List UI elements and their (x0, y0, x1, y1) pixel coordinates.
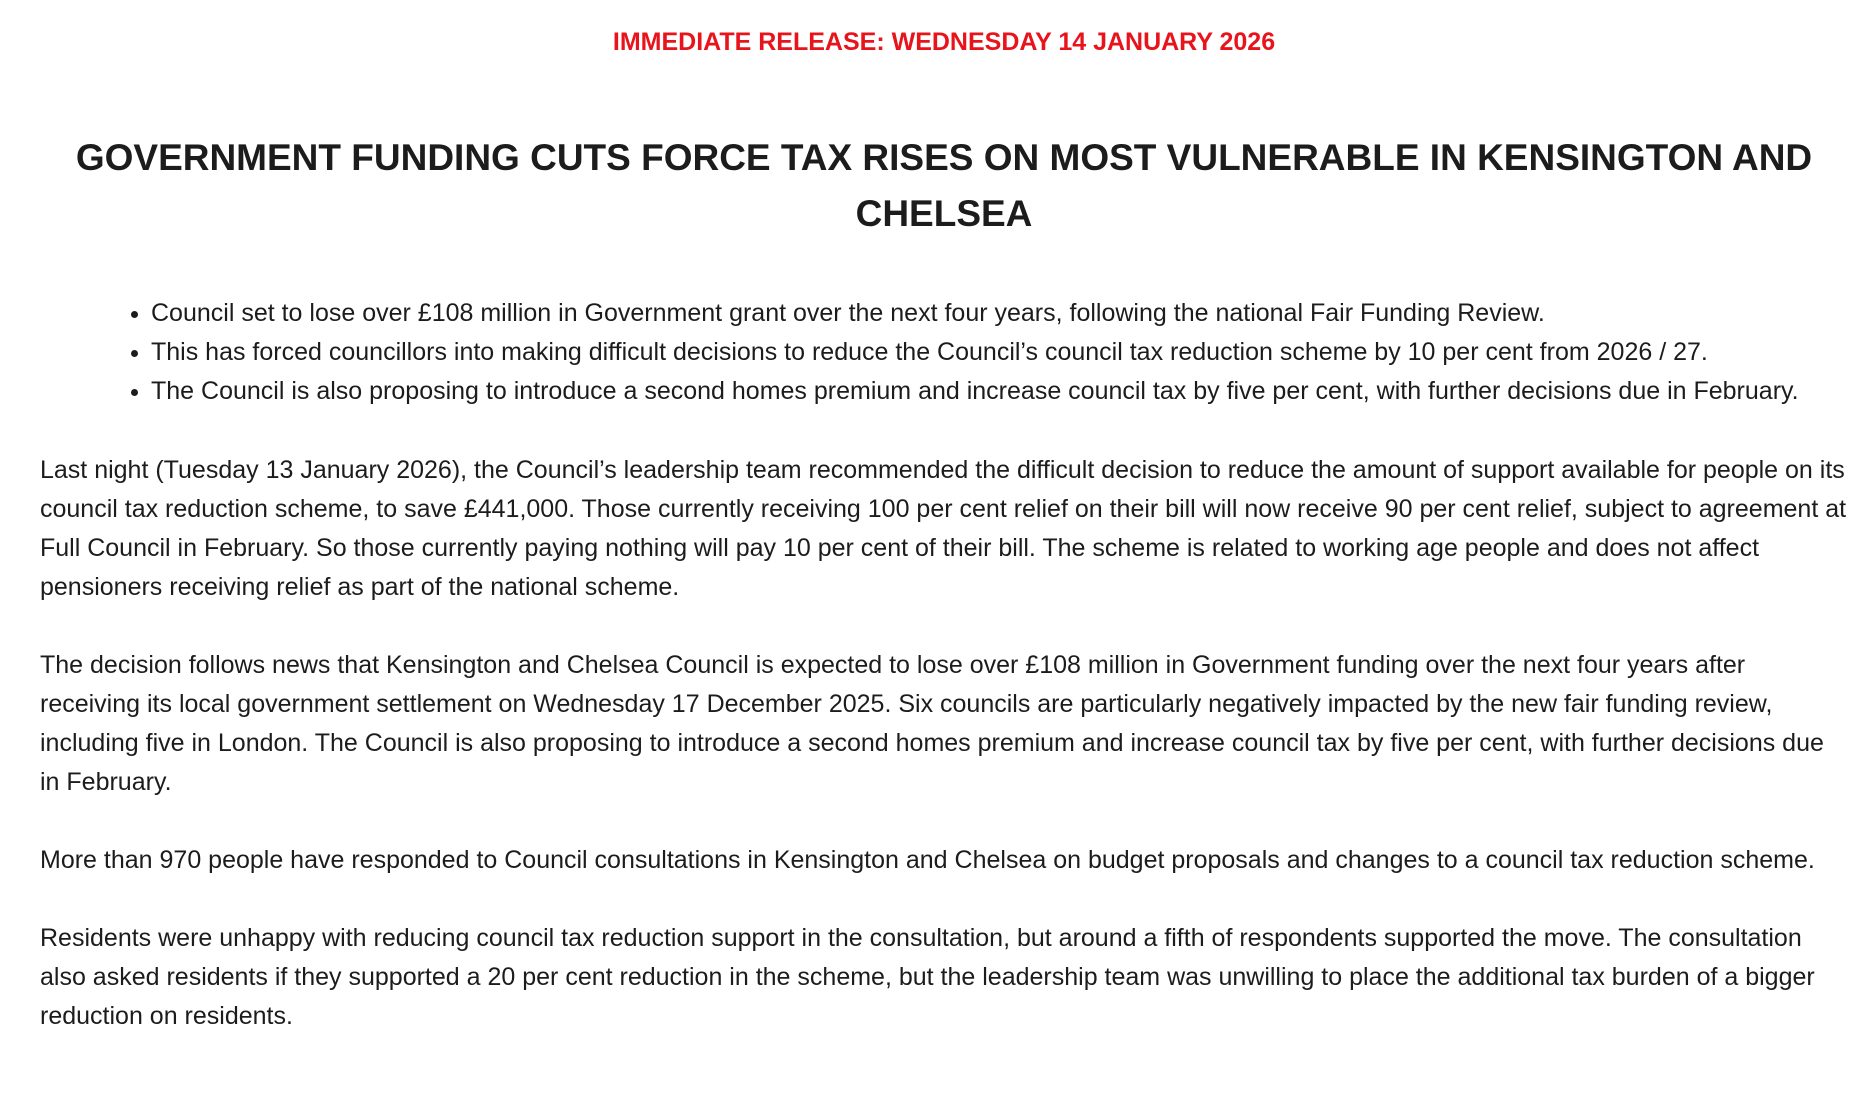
bullet-item (150, 372, 1848, 411)
body-paragraph: More than 970 people have responded to Council consultations in Kensington and Chelsea on budget proposals and changes to a council tax reduction scheme. (40, 846, 1815, 874)
headline: GOVERNMENT FUNDING CUTS FORCE TAX RISES ON MOST VULNERABLE IN KENSINGTON AND CHELSEA (75, 137, 1813, 234)
body-paragraph: Last night (Tuesday 13 January 2026), the Council’s leadership team recommended the difficult decision to reduce the amount of support available for people on its council tax reduction scheme, to save £441,000. Those currently receiving 100 per cent relief on their bill will now receive 90 per cent relief, subject to agreement at Full Council in February. So those currently paying nothing will pay 10 per cent of their bill. The scheme is related to working age people and does not affect pensioners receiving relief as part of the national scheme. (40, 456, 1847, 601)
bullet-text: The Council is also proposing to introduce a second homes premium and increase council tax by five per cent, with further decisions due in February. (151, 377, 1799, 405)
bullet-item (150, 333, 1848, 372)
bullet-dot-icon (131, 389, 138, 396)
bullet-text: This has forced councillors into making difficult decisions to reduce the Council’s council tax reduction scheme by 10 per cent from 2026 / 27. (151, 338, 1708, 366)
bullet-item (150, 294, 1848, 333)
body-paragraph: The decision follows news that Kensington and Chelsea Council is expected to lose over £108 million in Government funding over the next four years after receiving its local government settlement on Wednesday 17 December 2025. Six councils are particularly negatively impacted by the new fair funding review, including five in London. The Council is also proposing to introduce a second homes premium and increase council tax by five per cent, with further decisions due in February. (40, 651, 1824, 796)
bullet-dot-icon (131, 350, 138, 357)
summary-bullets (40, 294, 1848, 411)
release-date-line: IMMEDIATE RELEASE: WEDNESDAY 14 JANUARY 2026 (612, 28, 1276, 56)
bullet-dot-icon (131, 311, 138, 318)
bullet-text: Council set to lose over £108 million in Government grant over the next four years, following the national Fair Funding Review. (151, 299, 1545, 327)
body-paragraph: Residents were unhappy with reducing council tax reduction support in the consultation, but around a fifth of respondents supported the move. The consultation also asked residents if they supported a 20 per cent reduction in the scheme, but the leadership team was unwilling to place the additional tax burden of a bigger reduction on residents. (40, 924, 1815, 1030)
